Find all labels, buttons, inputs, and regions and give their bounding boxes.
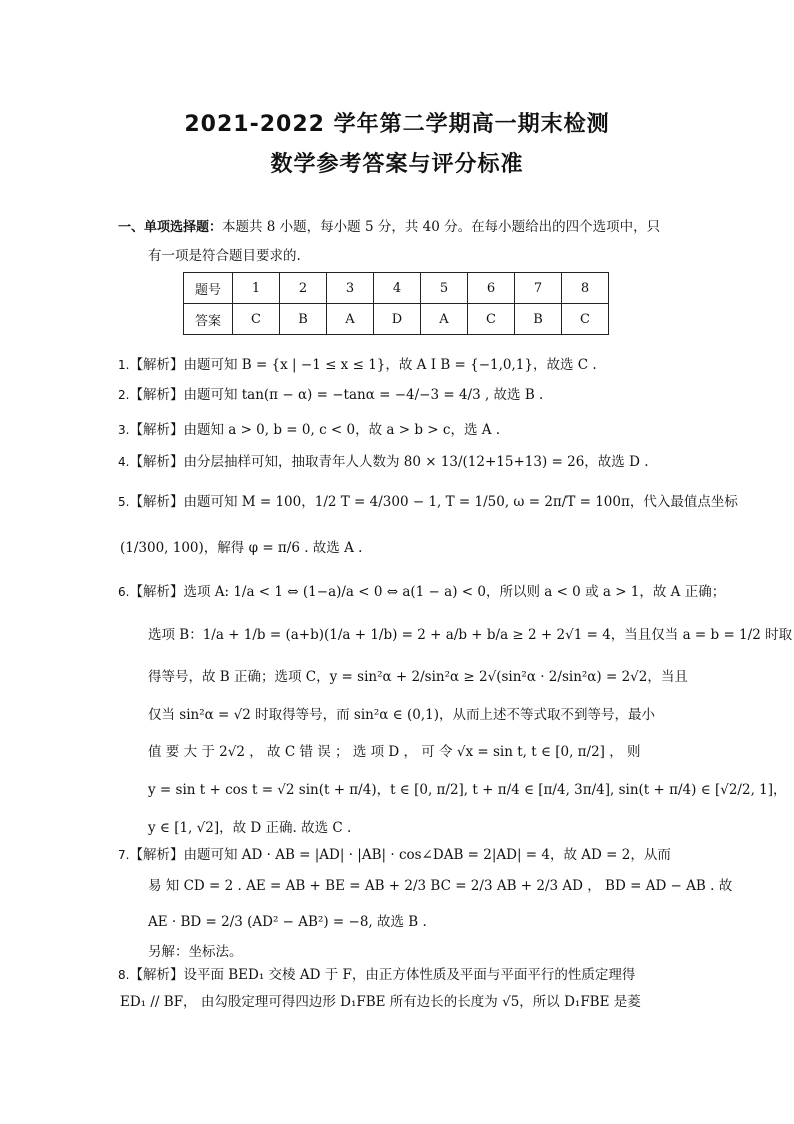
solution-text: 【解析】由题可知 B = {x | −1 ≤ x ≤ 1}，故 A I B = {−1,0,1}，故选 C . (129, 357, 597, 373)
solution-text: y = sin t + cos t = √2 sin(t + π/4)，t ∈ [0, π/2], t + π/4 ∈ [π/4, 3π/4], sin(t + π/4) ∈ [√2/2, 1]， (148, 782, 787, 798)
solution-line (120, 538, 680, 558)
solution-line (148, 818, 708, 838)
table-row (184, 273, 609, 304)
solution-text: 【解析】由题可知 tan(π − α) = −tanα = −4/−3 = 4/3 , 故选 B . (129, 387, 544, 403)
table-cell: 1 (233, 273, 280, 304)
solution-text: 【解析】设平面 BED₁ 交棱 AD 于 F，由正方体性质及平面与平面平行的性质定理得 (129, 967, 636, 983)
solution-text: 得等号，故 B 正确；选项 C，y = sin²α + 2/sin²α ≥ 2√(sin²α · 2/sin²α) = 2√2，当且 (148, 669, 688, 685)
solution-number: 6. (118, 585, 130, 599)
solution-number: 3. (118, 423, 130, 437)
solution-line (148, 942, 708, 962)
solution-line (118, 355, 678, 375)
table-cell: 3 (327, 273, 374, 304)
solution-line (118, 965, 678, 985)
solution-line (118, 452, 678, 472)
solution-line (118, 385, 678, 405)
solution-text: 仅当 sin²α = √2 时取得等号，而 sin²α ∈ (0,1)，从而上述不等式取不到等号，最小 (148, 707, 655, 723)
solution-text: (1/300, 100)，解得 φ = π/6 . 故选 A . (120, 540, 363, 556)
section-intro (118, 217, 678, 238)
table-cell: 8 (562, 273, 609, 304)
solution-text: 【解析】由题可知 AD · AB = |AD| · |AB| · cos∠DAB = 2|AD| = 4，故 AD = 2，从而 (129, 847, 671, 863)
table-cell: C (562, 304, 609, 335)
table-cell: A (327, 304, 374, 335)
solution-line (118, 582, 726, 602)
section-intro-text: 本题共 8 小题，每小题 5 分，共 40 分。在每小题给出的四个选项中，只 (222, 219, 661, 235)
solution-line (148, 780, 787, 800)
solution-text: 【解析】由分层抽样可知，抽取青年人人数为 80 × 13/(12+15+13) = 26，故选 D . (129, 454, 649, 470)
table-cell: C (233, 304, 280, 335)
solution-number: 8. (118, 968, 130, 982)
solution-text: 【解析】由题知 a > 0, b = 0, c < 0，故 a > b > c，选 A . (129, 422, 501, 438)
table-cell: D (374, 304, 421, 335)
solution-number: 7. (118, 848, 130, 862)
solution-line (148, 705, 708, 725)
solution-number: 2. (118, 388, 130, 402)
solution-text: 值 要 大 于 2√2 ， 故 C 错 误 ； 选 项 D ， 可 令 √x = sin t, t ∈ [0, π/2] ， 则 (148, 744, 641, 760)
table-cell: 4 (374, 273, 421, 304)
solution-number: 1. (118, 358, 130, 372)
solution-text: ED₁ // BF， 由勾股定理可得四边形 D₁FBE 所有边长的长度为 √5，所以 D₁FBE 是菱 (120, 994, 641, 1010)
section-intro-line2: 有一项是符合题目要求的. (148, 248, 301, 264)
answer-table (183, 272, 609, 335)
table-header-cell: 题号 (184, 273, 233, 304)
solution-line (148, 876, 733, 896)
solution-line (148, 667, 708, 687)
table-cell: 5 (421, 273, 468, 304)
solution-text: 【解析】由题可知 M = 100，1/2 T = 4/300 − 1, T = 1/50, ω = 2π/T = 100π，代入最值点坐标 (129, 494, 738, 510)
table-cell: 7 (515, 273, 562, 304)
solution-line (148, 912, 708, 932)
table-cell: 6 (468, 273, 515, 304)
solution-number: 5. (118, 495, 130, 509)
page-subtitle: 数学参考答案与评分标准 (270, 152, 524, 177)
table-cell: 2 (280, 273, 327, 304)
solution-line (148, 742, 708, 762)
table-row (184, 304, 609, 335)
solution-text: 【解析】选项 A: 1/a < 1 ⇔ (1−a)/a < 0 ⇔ a(1 − a) < 0，所以则 a < 0 或 a > 1，故 A 正确； (129, 584, 726, 600)
solution-line (118, 492, 738, 512)
solution-text: 选项 B：1/a + 1/b = (a+b)(1/a + 1/b) = 2 + a/b + b/a ≥ 2 + 2√1 = 4，当且仅当 a = b = 1/2 时取 (148, 627, 793, 643)
table-cell: B (280, 304, 327, 335)
table-cell: C (468, 304, 515, 335)
solution-line (120, 992, 680, 1012)
solution-line (118, 845, 678, 865)
solution-text: 另解：坐标法。 (148, 944, 243, 960)
section-heading: 一、单项选择题： (118, 220, 223, 235)
table-header-cell: 答案 (184, 304, 233, 335)
solution-number: 4. (118, 455, 130, 469)
solution-text: AE · BD = 2/3 (AD² − AB²) = −8, 故选 B . (148, 914, 427, 930)
solution-text: 易 知 CD = 2 . AE = AB + BE = AB + 2/3 BC = 2/3 AB + 2/3 AD ， BD = AD − AB . 故 (148, 878, 733, 894)
table-cell: A (421, 304, 468, 335)
solution-line (118, 420, 678, 440)
solution-line (148, 625, 793, 645)
page-title: 2021-2022 学年第二学期高一期末检测 (184, 112, 610, 137)
solution-text: y ∈ [1, √2]，故 D 正确. 故选 C . (148, 820, 352, 836)
table-cell: B (515, 304, 562, 335)
